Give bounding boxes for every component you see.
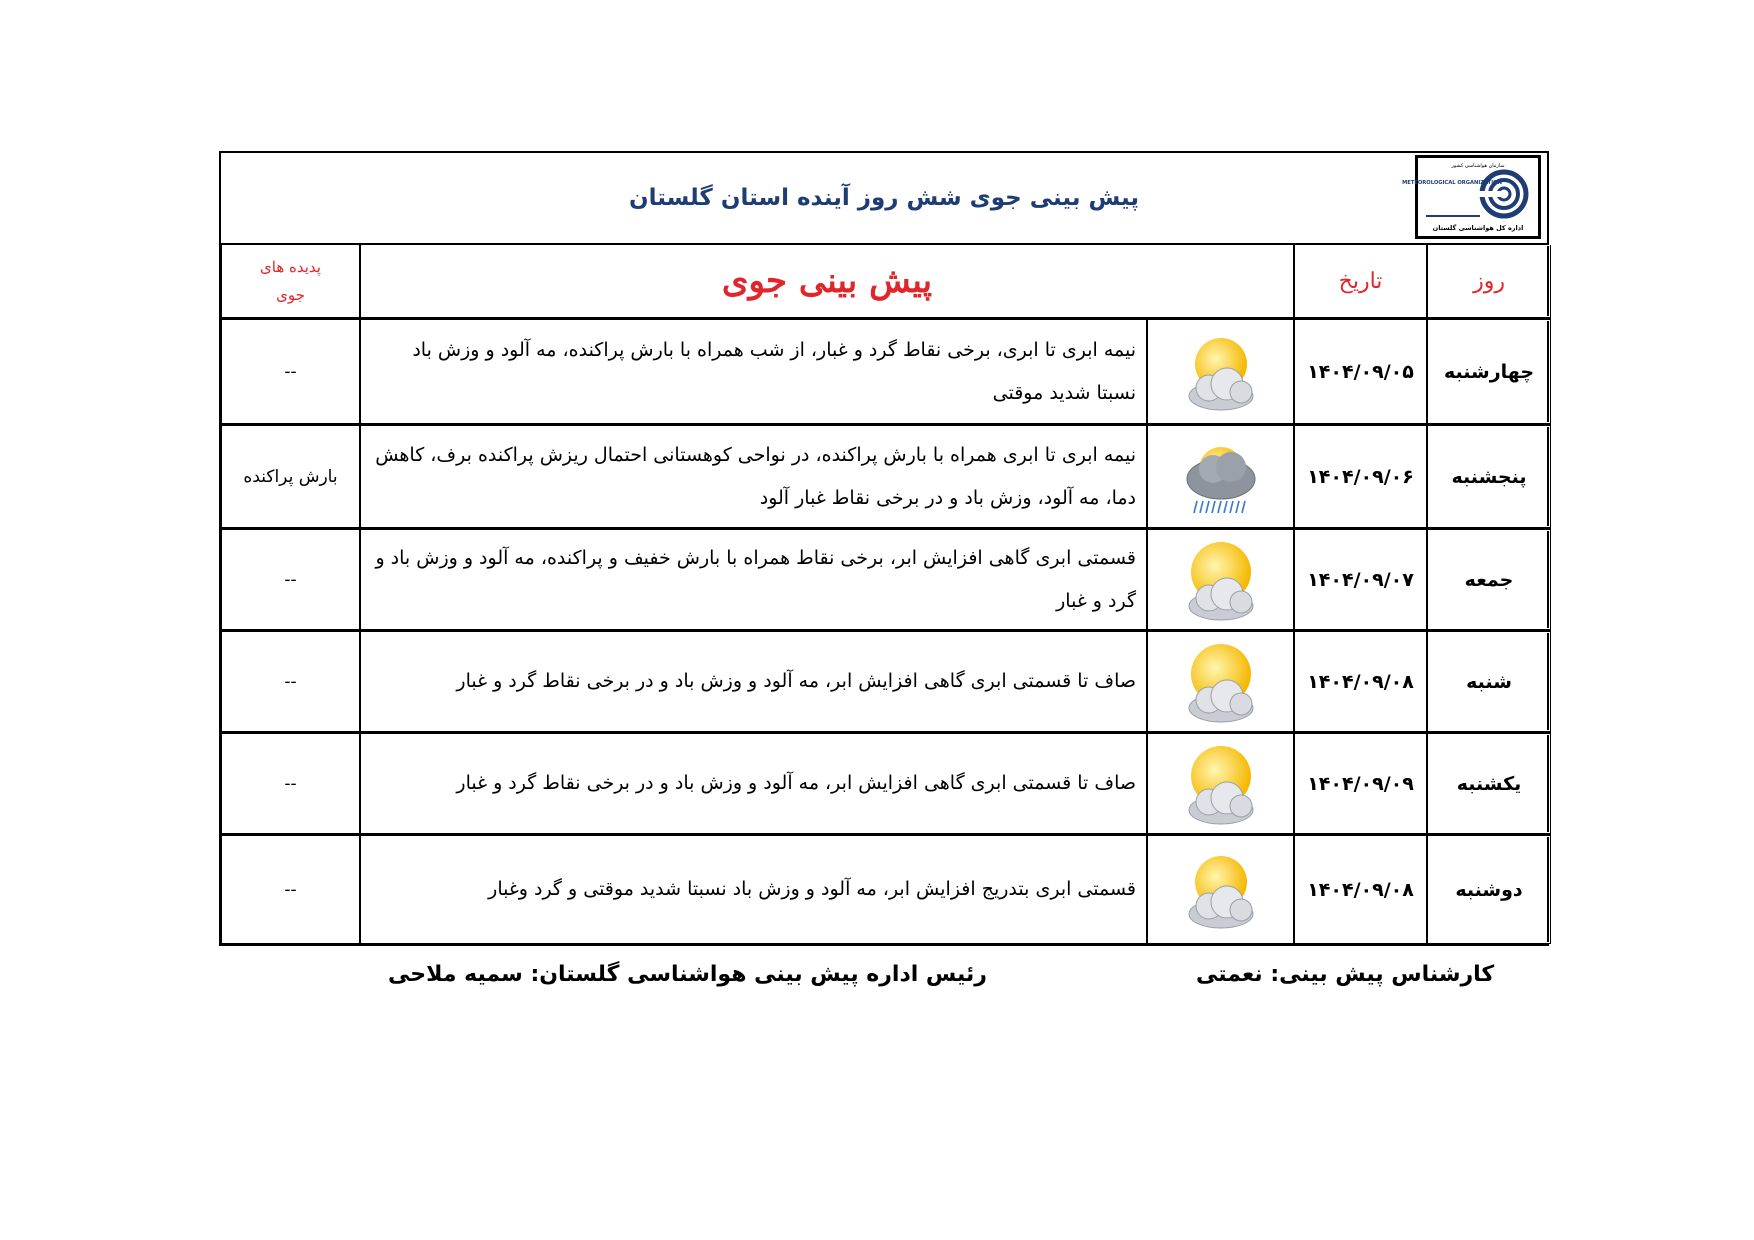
date-cell: ۱۴۰۴/۰۹/۰۷ — [1294, 528, 1427, 630]
forecast-table — [221, 245, 1551, 944]
forecast-text: قسمتی ابری گاهی افزایش ابر، برخی نقاط همراه با بارش خفیف و پراکنده، مه آلود و وزش باد و گرد و غبار — [360, 528, 1147, 630]
date-cell: ۱۴۰۴/۰۹/۰۹ — [1294, 732, 1427, 834]
day-cell: پنجشنبه — [1427, 424, 1551, 528]
forecast-text: صاف تا قسمتی ابری گاهی افزایش ابر، مه آلود و وزش باد و در برخی نقاط گرد و غبار — [360, 630, 1147, 732]
sun-cloud-icon — [1175, 538, 1267, 622]
table-row — [221, 834, 1551, 944]
header-phenomena — [221, 245, 360, 318]
header-day: روز — [1427, 245, 1551, 318]
footer-head-of-office: رئیس اداره پیش بینی هواشناسی گلستان: سمیه ملاحی — [388, 962, 987, 987]
phenomena-cell: -- — [221, 630, 360, 732]
day-cell: دوشنبه — [1427, 834, 1551, 944]
weather-icon-cell — [1147, 732, 1294, 834]
logo-bottom-text: اداره کل هواشناسی گلستان — [1432, 224, 1524, 232]
phenomena-cell: بارش پراکنده — [221, 424, 360, 528]
partly-cloudy-icon — [1175, 848, 1267, 932]
weather-icon-cell — [1147, 834, 1294, 944]
phenomena-cell: -- — [221, 318, 360, 424]
partly-cloudy-icon — [1175, 330, 1267, 414]
header-forecast: پیش بینی جوی — [360, 245, 1294, 318]
logo-org-text: METEOROLOGICAL ORGANIZATION — [1402, 180, 1502, 186]
phenomena-cell: -- — [221, 732, 360, 834]
forecast-text: نیمه ابری تا ابری، برخی نقاط گرد و غبار، از شب همراه با بارش پراکنده، مه آلود و وزش باد نسبتا شدید موقتی — [360, 318, 1147, 424]
date-cell: ۱۴۰۴/۰۹/۰۶ — [1294, 424, 1427, 528]
logo-top-text: سازمان هواشناسی کشور — [1451, 163, 1505, 169]
footer-forecaster: کارشناس پیش بینی: نعمتی — [1196, 962, 1495, 987]
forecast-text: صاف تا قسمتی ابری گاهی افزایش ابر، مه آلود و وزش باد و در برخی نقاط گرد و غبار — [360, 732, 1147, 834]
sun-cloud-icon — [1175, 742, 1267, 826]
header-phenomena-line1: پدیده های — [260, 258, 321, 276]
page-title: پیش بینی جوی شش روز آینده استان گلستان — [628, 185, 1139, 211]
sun-cloud-icon — [1175, 640, 1267, 724]
forecast-text: قسمتی ابری بتدریج افزایش ابر، مه آلود و وزش باد نسبتا شدید موقتی و گرد وغبار — [360, 834, 1147, 944]
table-row — [221, 630, 1551, 732]
title-row — [221, 153, 1547, 245]
forecast-text: نیمه ابری تا ابری همراه با بارش پراکنده، در نواحی کوهستانی احتمال ریزش پراکنده برف، کاهش دما، مه آلود، وزش باد و در برخی نقاط غبار آلود — [360, 424, 1147, 528]
table-header-row — [221, 245, 1551, 318]
header-date: تاریخ — [1294, 245, 1427, 318]
phenomena-cell: -- — [221, 528, 360, 630]
weather-icon-cell — [1147, 528, 1294, 630]
day-cell: جمعه — [1427, 528, 1551, 630]
date-cell: ۱۴۰۴/۰۹/۰۸ — [1294, 834, 1427, 944]
weather-icon-cell — [1147, 424, 1294, 528]
forecast-sheet — [219, 151, 1549, 946]
meteorological-organization-logo — [1402, 155, 1541, 239]
date-cell: ۱۴۰۴/۰۹/۰۵ — [1294, 318, 1427, 424]
day-cell: چهارشنبه — [1427, 318, 1551, 424]
table-row — [221, 424, 1551, 528]
header-phenomena-line2: جوی — [276, 286, 305, 304]
weather-icon-cell — [1147, 630, 1294, 732]
date-cell: ۱۴۰۴/۰۹/۰۸ — [1294, 630, 1427, 732]
table-row — [221, 528, 1551, 630]
phenomena-cell: -- — [221, 834, 360, 944]
day-cell: شنبه — [1427, 630, 1551, 732]
weather-icon-cell — [1147, 318, 1294, 424]
day-cell: یکشنبه — [1427, 732, 1551, 834]
table-row — [221, 318, 1551, 424]
cloud-rain-icon — [1175, 435, 1267, 519]
table-row — [221, 732, 1551, 834]
